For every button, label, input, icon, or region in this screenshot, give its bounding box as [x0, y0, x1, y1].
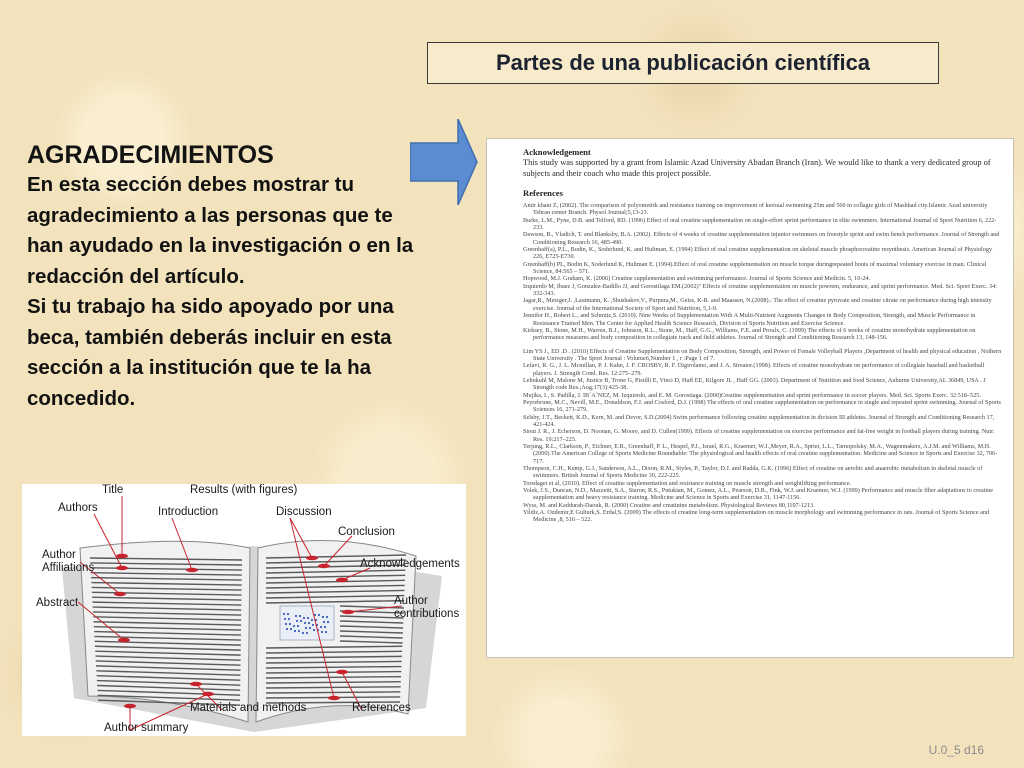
reference-item: Peyrebrune, M.C., Nevill, M.E., Donaldson, F.J. and Cosford, D.J. (1998) The effects of oral creatine supplementation on performance in single and repeated sprint swimming. Journal of Sports Sciences 16, 271-279. — [523, 398, 1001, 414]
reference-item: Greenhaff(a), P.L., Bodin, K., Soderlund, K. and Hultman, E. (1994) Effect of oral creatine supplementation on skeletal muscle phosphocreatine resynthesis. American Journal of Physiology 226, E725-E730. — [523, 246, 993, 261]
label-materials: Materials and methods — [190, 702, 307, 714]
label-contributions: Author contributions — [394, 595, 460, 620]
reference-item: Greenhaff(b) PL, Bodin K, Soderlund K, Hultman E. (1994).Effect of oral creatine supplementation on muscle torque duringrepeated bouts of maximal voluntary exercise in man. Clinical Science, 84:565 – 571. — [523, 260, 987, 276]
slide-title-box — [427, 42, 939, 84]
slide-title: Partes de una publicación científica — [495, 50, 871, 75]
reference-item: Burke, L.M., Pyne, D.B. and Telford, RD. (1996) Effect of oral creatine supplementation on single-effort sprint performance in elite swimmers. International Journal of Sport Nutrition 6, 222-233. — [523, 216, 997, 232]
label-authors: Authors — [58, 502, 98, 514]
label-introduction: Introduction — [158, 506, 219, 518]
slide-number: U.0_5 d16 — [928, 743, 984, 757]
label-discussion: Discussion — [276, 506, 332, 518]
reference-item: Mujika, I., S. Padilla, J. IB´A˜NEZ, M. Izquierdo, and E. M. Gorostiaga. (2000)Creatine supplementation and sprint performance in soccer players. Med. Sci. Sports Exerc. 32:518–525. — [523, 391, 981, 399]
acknowledgement-document-image — [486, 138, 1014, 658]
reference-item: Hopwood, M.J. Graham, K. (2006) Creatine supplementation and swimming performance. Journal of Sports Science and Medicin. 5, 10-24. — [523, 275, 871, 283]
reference-item: Torsdaget et al, (2010). Effect of creatine supplementation and resistance training on muscle strength and weightlifting performance. — [523, 479, 852, 487]
reference-item: Lehnkuhl M, Malone M, Justice B, Trone G, Pistilli E, Vinci D, Haff EE, Kilgore JL , Haff GG. (2003). Department of Nutrition and food Science, Auburne University,AL 36849, USA . J Strength code Res.;Aug;17(3):425-38. — [523, 376, 986, 392]
reference-item: Wyss, M. and Kaddurah-Daouk, R. (2000) Creatine and creatinine metabolism. Physiological Reviews 80,1107-1213. — [523, 501, 815, 509]
reference-item: Thompson, C.H., Kemp, G.J., Sanderson, A.L., Dixon, R.M., Styles, P., Taylor, D.J. and Radda, G.K. (1996) Effect of creatine on aerobic and anaerobic metabolism in skeletal muscle of swimmers. British Journal of Sports Medicine 30, 222-225. — [523, 465, 983, 480]
reference-item: Jagar,R., Metzger,J. ,Lautmann, K. ,Shushakov,V., Purpura,M., Geiss, K-R. and Maassen, N.(2008).: The effect of creatine pyruvate and creatine citrate on performance during high intensity exercise. Journal of the International Society of Sport and Nutrition, 5,1-9. — [523, 297, 992, 312]
results-figure-thumbnail — [280, 606, 334, 640]
reference-item: Izquierdo M, Ibaez J, Gonzalez-Badillo JJ, and Gorostilaga EM.(2002)" Effects of creatine supplementation on muscle powrem, endurance, and sprint performance. Med. Sci. Sport Exerc. 34: 332-343. — [523, 282, 997, 298]
label-title: Title — [102, 484, 124, 496]
label-conclusion: Conclusion — [338, 526, 395, 538]
reference-item: Terjung, R.L., Clarkson, P., Eichner, E.R., Greenhaff, P. L., Hespel, P.J., Israel, R.G., Kraemer, W.J.,Meyer, R.A., Spriet, L.L., Tarnopolsky, M.A., Wagenmakers, A.J.M. and Williams, M.H. (2000).The American College of Sports Medicine Roundtable: The physiological and health effects of oral creatine supplementation. Medicine and Science in Sports and Exercise 32, 706-717. — [523, 443, 998, 465]
right-arrow-icon — [410, 119, 478, 205]
reference-list — [523, 202, 1003, 524]
section-paragraph-2: Si tu trabajo ha sido apoyado por una beca, también deberás incluir en esta sección a la institución que te la ha concedido. — [27, 295, 394, 410]
left-text-block — [27, 140, 415, 414]
label-author-summary: Author summary — [104, 722, 189, 734]
label-acknowledgements: Acknowledgements — [360, 558, 460, 570]
reference-item: Volek, J.S., Duncan, N.D., Mazzetti, S.A., Staron, R.S., Putukian, M., Gomez, A.L., Pearson, D.R., Fink, W.J. and Kraemer, W.J. (1999) Performance and muscle fiber adaptations to creatine supplementation and heavy resistance training. Medicine and Science in Sports and Exercise 31, 1147-1156. — [523, 487, 993, 502]
reference-item: Yildiz,A. Ozdemir,E Gulturk,S. Erdal,S. (2009) The effects of creatine long-term supplementation on muscle morphology and swimming performance in rats. Journal of Sports Science and Medicine ,8, 516 – 522. — [523, 509, 990, 524]
reference-item: Jennifer H., Robert L., and Schmitz,S. (2010). Nine Weeks of Supplementation With A Multi-Nutrient Augments Changes in Body Composition, Strength, and Muscle Performance in Resistance Trained Men. The Center for Applied Health Science Research, Division of Sports Nutrition and Exercise Science. — [523, 312, 976, 327]
section-heading: AGRADECIMIENTOS — [27, 141, 274, 169]
references-heading: References — [523, 188, 563, 198]
paper-anatomy-figure — [22, 484, 466, 736]
label-abstract: Abstract — [36, 597, 79, 609]
label-affiliations: Author Affiliations — [42, 549, 95, 574]
reference-item: Amir khani Z, (2002). The comparison of polyometrik and resistance training on improvement of keroual swimming 25m and 560 m collagie girls of Mashhad city.Islamic Azad university Tehran center Branch. Physol Journal;5,13-23. — [523, 202, 988, 217]
label-references: References — [352, 702, 411, 714]
acknowledgement-text: This study was supported by a grant from Islamic Azad University Abadan Branch (Iran). We would like to thank a very dedicated group of subjects and their coach who made this project possible. — [523, 158, 991, 178]
section-paragraph-1: En esta sección debes mostrar tu agradecimiento a las personas que te han ayudado en la investigación o en la redacción del artículo. — [27, 173, 414, 288]
reference-item: Lim YS J., ED .D . (2010) Effects of Creatine Supplementation on Body Composition, Strength, and Power of Female Volleyball Players ,Department of health and physical education , Nothern State University . The Sport Journal : Volume6,Number 1 , r :Page 1 of 7. — [523, 347, 1002, 362]
reference-item: Selsby, J.T., Beckett, K.D., Kern, M. and Devor, S.D.(2004) Swim performance following creatine supplementation in division III athletes. Journal of Strength and Conditioning Research 17, 421-424. — [523, 413, 995, 428]
reference-item: Kirksey, B., Stone, M.H., Warren, B.J., Johnson, R.L., Stone, M., Haff, G.G., Williams, F.E. and Proulx, C. (1999) The effects of 6 weeks of creatine monohydrate supplementation on performance measures and body composition in collegiate track and field athletes. Journal of Strength and Conditioning Research 13, 148-156. — [523, 326, 976, 342]
acknowledgement-heading: Acknowledgement — [523, 147, 591, 157]
reference-item: Lefavi, R. G., J. L. Mcmillan, P. J. Kahn, J. F. CROSBY, R. F. Digirolamo, and J. A. Streator.(1998). Effects of creatine monohydrate on performance of collegiate baseball and basketball players. J. Strength Cond. Res. 12:275–279. — [523, 362, 985, 377]
reference-item: Stout J. R., J. Echerson, D. Noonan, G. Moore, and D. Cullen(1999). Effects of creatine supplementation on exercise performance and fat-free weight in football players during training. Nutr. Res. 19:217–225. — [523, 428, 995, 443]
label-results: Results (with figures) — [190, 484, 298, 496]
reference-item: Dawson, B., Vladich, T. and Blanksby, B.A. (2002). Effects of 4 weeks of creatine supplementation injunior swimmers on freestyle sprint and swim bench performance. Journal of Strength and Conditioning Research 16, 485-490. — [523, 231, 1000, 246]
